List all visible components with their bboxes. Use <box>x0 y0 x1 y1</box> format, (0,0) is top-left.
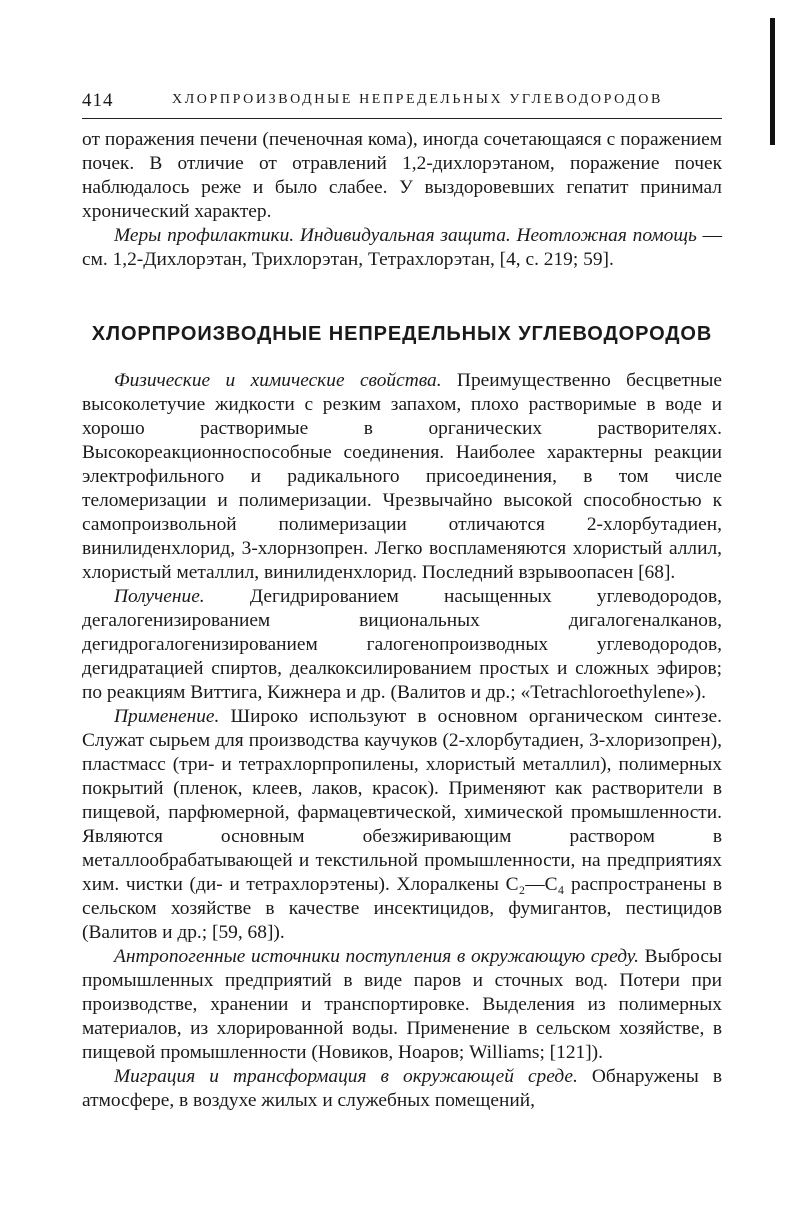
paragraph-label: Получение. <box>114 586 205 607</box>
paragraph-text: Преимущественно бесцветные высоколетучие жидкости с резким запахом, плохо растворимые в воде и хорошо растворимые в органических растворителях. Высокореакционноспособные соединения. Наиболее характерны реакции электрофильного и радикального присоединения, в том числе теломеризации и полимеризации. Чрезвычайно высокой способностью к самопроизвольной полимеризации отличаются 2-хлорбутадиен, винилиденхлорид, 3-хлорнзопрен. Легко воспламеняются хлористый аллил, хлористый металлил, винилиденхлорид. Последний взрывоопасен [68]. <box>82 370 722 583</box>
header-rule <box>82 118 722 119</box>
prevention-label: Меры профилактики. Индивидуальная защита. Неотложная помощь <box>114 225 697 246</box>
prevention-text: — см. 1,2-Дихлорэтан, Трихлорэтан, Тетрахлорэтан, [4, с. 219; 59]. <box>82 225 722 270</box>
paragraph-label: Антропогенные источники поступления в окружающую среду. <box>114 946 639 967</box>
paragraph-label: Применение. <box>114 706 220 727</box>
intro-block <box>82 128 722 272</box>
section-title: ХЛОРПРОИЗВОДНЫЕ НЕПРЕДЕЛЬНЫХ УГЛЕВОДОРОДОВ <box>91 323 713 345</box>
migration-paragraph <box>82 1065 722 1113</box>
paragraph-text: Дегидрированием насыщенных углеводородов, дегалогенизированием вициональных дигалогеналканов, дегидрогалогенизированием галогенопроизводных углеводородов, дегидратацией спиртов, деалкоксилированием простых и сложных эфиров; по реакциям Виттига, Кижнера и др. (Валитов и др.; «Tetrachloroethylene»). <box>82 586 722 703</box>
paragraph-text: Обнаружены в атмосфере, в воздухе жилых и служебных помещений, <box>82 1066 722 1111</box>
sources-paragraph <box>82 945 722 1065</box>
margin-rule <box>770 18 775 145</box>
paragraph-text: Широко используют в основном органическом синтезе. Служат сырьем для производства каучуков (2-хлорбутадиен, 3-хлоризопрен), пластмасс (три- и тетрахлорпропилены, хлористый металлил), полимерных покрытий (пленок, клеев, лаков, красок). Применяют как растворители в пищевой, парфюмерной, фармацевтической, химической промышленности. Являются основным обезжиривающим раствором в металлообрабатывающей и текстильной промышленности, на предприятиях хим. чистки (ди- и тетрахлорэтены). Хлоралкены C₂—C₄ распространены в сельском хозяйстве в качестве инсектицидов, фумигантов, пестицидов (Валитов и др.; [59, 68]). <box>82 706 722 943</box>
section-body <box>82 369 722 1113</box>
running-title: ХЛОРПРОИЗВОДНЫЕ НЕПРЕДЕЛЬНЫХ УГЛЕВОДОРОДОВ <box>172 92 663 107</box>
page-header <box>82 90 722 114</box>
intro-paragraph: от поражения печени (печеночная кома), иногда сочетающаяся с поражением почек. В отличие от отравлений 1,2-дихлорэтаном, поражение почек наблюдалось реже и было слабее. У выздоровевших гепатит принимал хронический характер. <box>82 129 722 222</box>
page-number: 414 <box>82 90 114 111</box>
application-paragraph <box>82 705 722 945</box>
production-paragraph <box>82 585 722 705</box>
paragraph-label: Миграция и трансформация в окружающей среде. <box>114 1066 578 1087</box>
paragraph-text: Выбросы промышленных предприятий в виде паров и сточных вод. Потери при производстве, хранении и транспортировке. Выделения из полимерных материалов, из хлорированной воды. Применение в сельском хозяйстве, в пищевой промышленности (Новиков, Ноаров; Williams; [121]). <box>82 946 722 1063</box>
paragraph-label: Физические и химические свойства. <box>114 370 442 391</box>
prevention-paragraph <box>82 224 722 272</box>
properties-paragraph <box>82 369 722 585</box>
